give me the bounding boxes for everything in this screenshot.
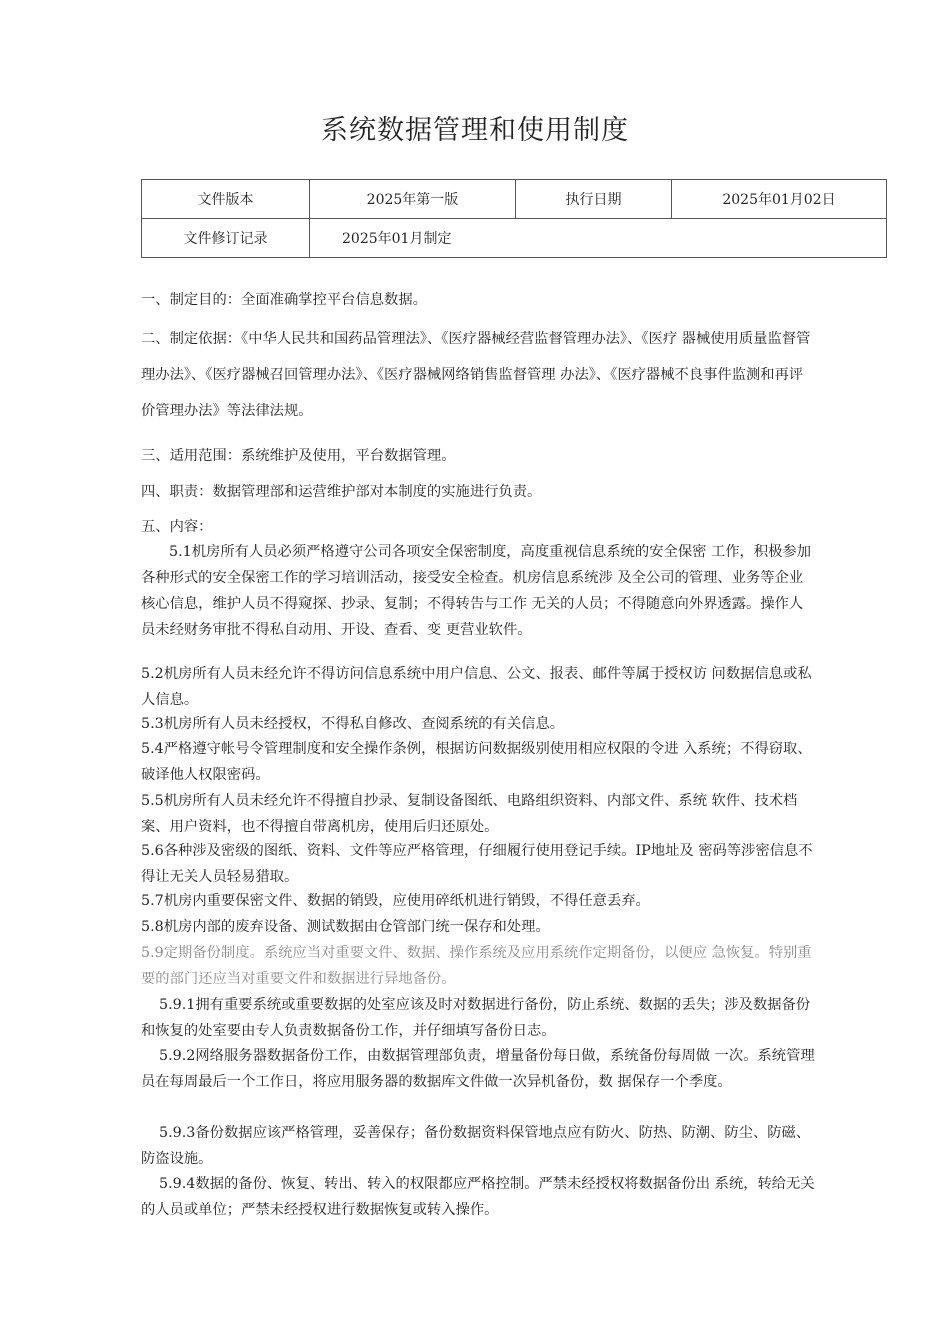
section-basis: 二、制定依据：《中华人民共和国药品管理法》、《医疗器械经营监督管理办法》、《医疗 器械使用质量监督管理办法》、《医疗器械召回管理办法》、《医疗器械网络销售监督管理 办法》、《医疗器械不良事件监测和再评价管理办法》等法律法规。 — [141, 331, 811, 419]
clause-5-9-3: 5.9.3备份数据应该严格管理，妥善保存；备份数据资料保管地点应有防火、防热、防潮、防尘、防磁、防盗设施。 — [141, 1125, 811, 1167]
clause-5-9-2: 5.9.2网络服务器数据备份工作，由数据管理部负责，增量备份每日做，系统备份每周做 一次。系统管理员在每周最后一个工作日，将应用服务器的数据库文件做一次异机备份，数 据保存一个季度。 — [141, 1048, 815, 1090]
version-value: 2025年第一版 — [310, 180, 516, 219]
clause-5-9: 5.9定期备份制度。系统应当对重要文件、数据、操作系统及应用系统作定期备份，以便应 急恢复。特别重要的部门还应当对重要文件和数据进行异地备份。 — [141, 945, 812, 987]
section-duties: 四、职责：数据管理部和运营维护部对本制度的实施进行负责。 — [141, 484, 542, 500]
effective-date-value: 2025年01月02日 — [672, 180, 887, 219]
clause-5-4: 5.4严格遵守帐号令管理制度和安全操作条例，根据访问数据级别使用相应权限的令进 入系统；不得窃取、破译他人权限密码。 — [141, 741, 812, 783]
section-purpose: 一、制定目的：全面准确掌控平台信息数据。 — [141, 292, 427, 308]
section-content-heading: 五、内容： — [141, 519, 213, 535]
clause-5-7: 5.7机房内重要保密文件、数据的销毁，应使用碎纸机进行销毁，不得任意丢弃。 — [141, 893, 650, 909]
clause-5-8: 5.8机房内部的废弃设备、测试数据由仓管部门统一保存和处理。 — [141, 919, 550, 935]
clause-5-6: 5.6各种涉及密级的图纸、资料、文件等应严格管理，仔细履行使用登记手续。IP地址及 密码等涉密信息不得让无关人员轻易猎取。 — [141, 843, 813, 885]
clause-5-9-4: 5.9.4数据的备份、恢复、转出、转入的权限都应严格控制。严禁未经授权将数据备份出 系统，转给无关的人员或单位；严禁未经授权进行数据恢复或转入操作。 — [141, 1176, 815, 1218]
document-title: 系统数据管理和使用制度 — [321, 115, 629, 146]
revision-value: 2025年01月制定 — [310, 219, 887, 258]
table-row — [142, 180, 887, 219]
effective-date-label: 执行日期 — [516, 180, 672, 219]
section-scope: 三、适用范围：系统维护及使用，平台数据管理。 — [141, 448, 456, 464]
document-meta-table — [141, 179, 887, 258]
version-label: 文件版本 — [142, 180, 310, 219]
clause-5-5: 5.5机房所有人员未经允许不得擅自抄录、复制设备图纸、电路组织资料、内部文件、系统 软件、技术档案、用户资料，也不得擅自带离机房，使用后归还原处。 — [141, 793, 798, 835]
clause-5-2: 5.2机房所有人员未经允许不得访问信息系统中用户信息、公文、报表、邮件等属于授权访 问数据信息或私人信息。 — [141, 666, 812, 708]
revision-label: 文件修订记录 — [142, 219, 310, 258]
table-row — [142, 219, 887, 258]
clause-5-1: 5.1机房所有人员必须严格遵守公司各项安全保密制度，高度重视信息系统的安全保密 工作，积极参加各种形式的安全保密工作的学习培训活动，接受安全检查。机房信息系统涉 及全公司的管理、业务等企业核心信息，维护人员不得窥探、抄录、复制；不得转告与工作 无关的人员；不得随意向外界透露。操作人员未经财务审批不得私自动用、开设、查看、变 更营业软件。 — [141, 544, 812, 638]
clause-5-3: 5.3机房所有人员未经授权，不得私自修改、查阅系统的有关信息。 — [141, 716, 565, 732]
clause-5-9-1: 5.9.1拥有重要系统或重要数据的处室应该及时对数据进行备份，防止系统、数据的丢失；涉及数据备份和恢复的处室要由专人负责数据备份工作，并仔细填写备份日志。 — [141, 997, 811, 1039]
